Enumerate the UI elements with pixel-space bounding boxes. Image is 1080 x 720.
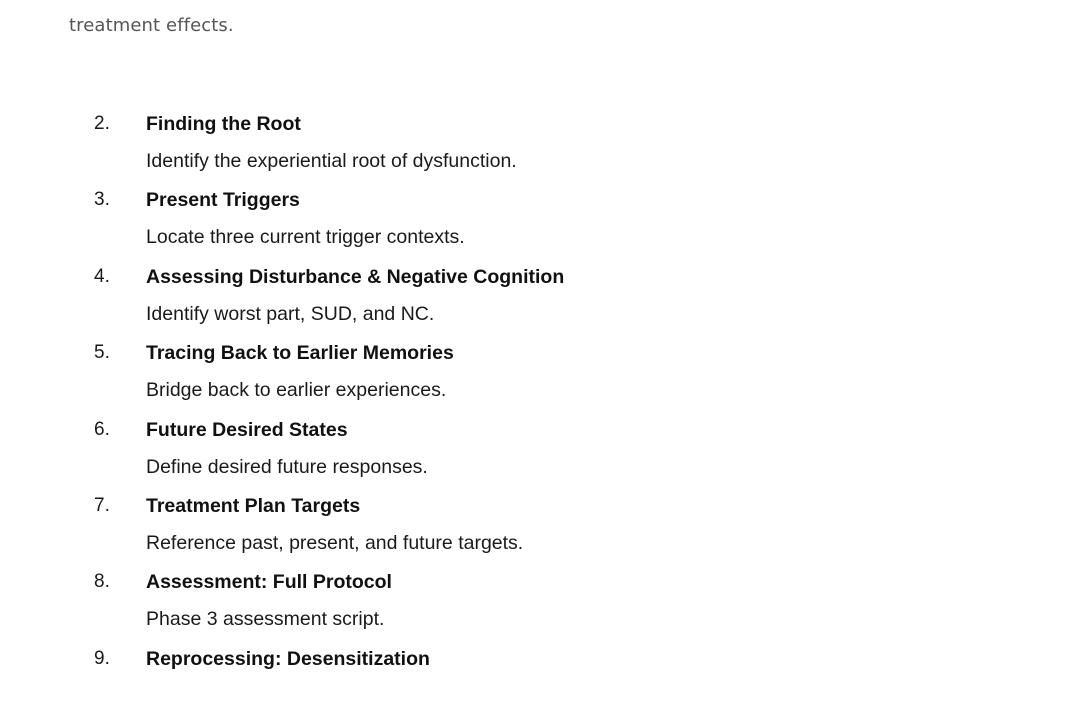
step-description: Identify the experiential root of dysfunction. <box>146 150 517 172</box>
intro-text: treatment effects. <box>69 15 234 36</box>
step-number: 6. <box>94 418 110 440</box>
list-item <box>0 338 1080 414</box>
step-title: Present Triggers <box>146 189 300 212</box>
step-description: Bridge back to earlier experiences. <box>146 379 447 402</box>
step-description: Locate three current trigger contexts. <box>146 226 465 249</box>
list-item <box>0 415 1080 491</box>
step-number: 3. <box>94 189 110 211</box>
step-title: Assessment: Full Protocol <box>146 571 392 594</box>
step-title: Tracing Back to Earlier Memories <box>146 342 454 365</box>
step-title: Future Desired States <box>146 418 348 441</box>
step-title: Assessing Disturbance & Negative Cognition <box>146 265 565 288</box>
list-item <box>0 109 1080 185</box>
step-number: 7. <box>94 494 110 516</box>
steps-list <box>0 109 1080 720</box>
list-item <box>0 262 1080 338</box>
step-number: 5. <box>94 342 110 364</box>
step-number: 8. <box>94 571 110 593</box>
step-title: Treatment Plan Targets <box>146 494 361 517</box>
list-item <box>0 644 1080 720</box>
step-title: Reprocessing: Desensitization <box>146 647 430 670</box>
step-number: 9. <box>94 647 110 669</box>
step-number: 2. <box>94 113 110 134</box>
step-description: Define desired future responses. <box>146 455 428 478</box>
list-item <box>0 491 1080 567</box>
list-item <box>0 567 1080 643</box>
step-number: 4. <box>94 265 110 287</box>
list-item <box>0 185 1080 261</box>
step-description: Identify worst part, SUD, and NC. <box>146 302 435 325</box>
step-title: Finding the Root <box>146 113 301 135</box>
step-description: Phase 3 assessment script. <box>146 608 385 631</box>
step-description: Reference past, present, and future targets. <box>146 531 524 554</box>
